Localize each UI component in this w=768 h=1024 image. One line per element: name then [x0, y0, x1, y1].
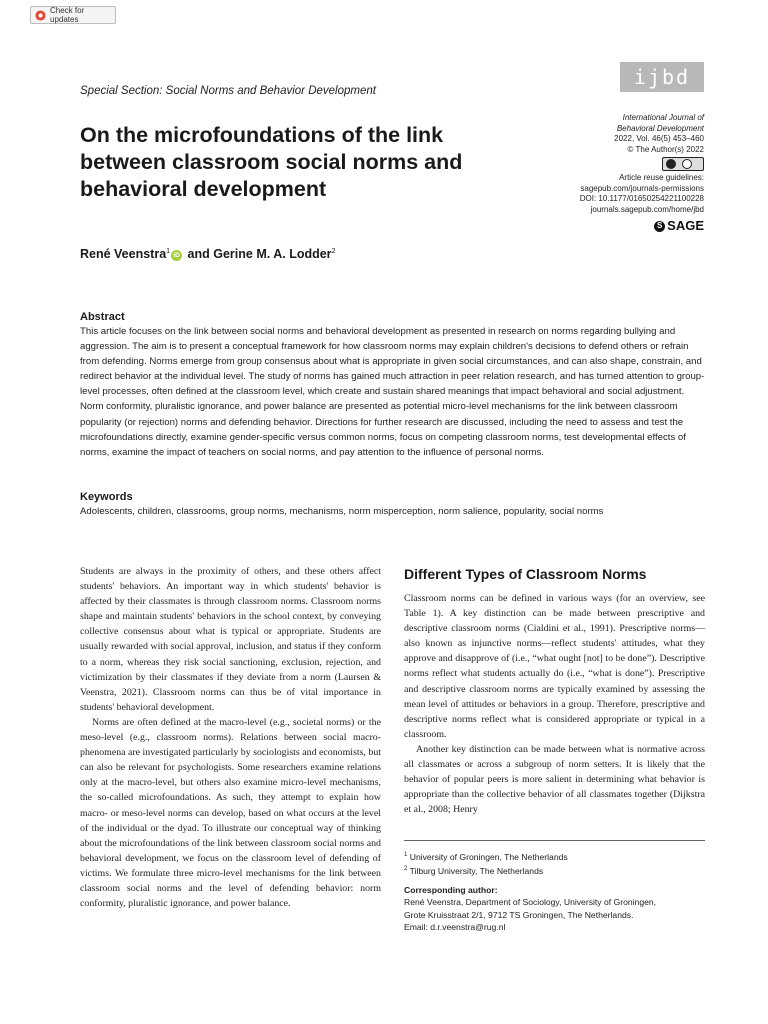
article-title: On the microfoundations of the link between classroom social norms and behavioral development	[80, 123, 463, 201]
author-1[interactable]: René Veenstra	[80, 247, 167, 261]
doi[interactable]: DOI: 10.1177/01650254221100228	[579, 194, 704, 203]
keywords-text: Adolescents, children, classrooms, group norms, mechanisms, norm misperception, norm salience, popularity, social norms	[80, 506, 604, 517]
footnotes	[404, 849, 705, 933]
abstract-text: This article focuses on the link between social norms and behavioral development as presented in research on norms regarding bullying and aggression. The aim is to present a conceptual framework for how classroom norms may explain children's decisions to defend others or refrain from defending. Norms emerge from group consensus about what is appropriate in given social circumstances, and can also shape, constrain, and redirect behavior at the individual level. The study of norms has gained much attraction in peer relation research, and has turned attention to group-level processes, often defined at the classroom level, which create and sustain shared meanings that impact behavioral and social adjustment. Norm conformity, pluralistic ignorance, and power balance are presented as potential micro-level mechanisms for the link between classroom popularity (or rejection) norms and defending behavior. Directions for further research are discussed, including the need to assess and test the microfoundations directly, examine gender-specific versus common norms, focus on competing classroom norms, test developmental effects of norms, examine the impact of teachers on social norms, and pay attention to the influence of personal norms.	[80, 326, 705, 458]
reuse-link[interactable]: sagepub.com/journals-permissions	[580, 183, 704, 193]
check-updates-label: Check for updates	[50, 6, 85, 24]
author-1-affiliation: 1	[166, 247, 171, 255]
check-for-updates-button[interactable]	[30, 6, 116, 24]
body-paragraph: Norms are often defined at the macro-level (e.g., societal norms) or the meso-level (e.g., classroom norms). Relations between social macro-phenomena are investigated particularly by sociologists and economists, but can also be relevant for psychologists. Some researchers examine relations only at the macro-level, but others also examine micro-level mechanisms, the so-called microfoundations. As such, they attempt to explain how macro- or meso-level norms can develop, based on what occurs at the level of the individual or the dyad. To illustrate our conceptual way of thinking about the microfoundations of the link between classroom social norms and behavioral development, we focus on the classroom level of defending of victims. We formulate three micro-level mechanisms for the link between classroom social norms and the level of defending behavior: norm conformity, pluralistic ignorance, and power balance.	[80, 716, 381, 910]
corresponding-author-heading: Corresponding author:	[404, 885, 498, 896]
abstract-heading: Abstract	[80, 311, 125, 323]
corresponding-author-address: Grote Kruisstraat 2/1, 9712 TS Groningen, The Netherlands.	[404, 909, 634, 920]
sage-icon: S	[654, 221, 665, 232]
author-line	[80, 247, 335, 261]
affiliation-1: $^1$ University of Groningen, The Netherlands	[404, 851, 568, 862]
reuse-label: Article reuse guidelines:	[619, 173, 704, 182]
body-left-column	[80, 564, 381, 911]
section-label: Special Section: Social Norms and Behavior Development	[80, 85, 376, 97]
journal-meta	[514, 113, 704, 232]
author-conjunction: and	[184, 247, 214, 261]
keywords-heading: Keywords	[80, 491, 133, 503]
body-paragraph: Classroom norms can be defined in various ways (for an overview, see Table 1). A key distinction can be made between prescriptive and descriptive classroom norms (Cialdini et al., 1991). Prescriptive norms—also known as injunctive norms—reflect students' attitudes, what they approve and disapprove of (i.e., “what ought [not] to be done”). Descriptive norms reflect what students actually do (i.e., “what is done”). Prescriptive and descriptive classroom norms are typically examined by assessing the mean level of attitudes or behaviors in a group. Therefore, prescriptive and descriptive norms reflect what is considered appropriate or typical in a classroom.	[404, 593, 705, 740]
journal-logo: ijbd	[620, 62, 704, 92]
section-heading: Different Types of Classroom Norms	[404, 566, 647, 582]
author-2[interactable]: Gerine M. A. Lodder	[213, 247, 332, 261]
publisher-logo	[654, 218, 704, 234]
body-paragraph: Students are always in the proximity of others, and these others affect students' behaviors. An important way in which students' behavior is affected by their classmates is through classroom norms. Classroom norms shape and maintain students' behaviors in the school context, by conveying collective consensus about what is typical or appropriate. Students are usually rewarded with social approval, inclusion, and status if they conform to a norm, whereas they risk social sanctioning, exclusion, rejection, and victimization by their classmates if they deviate from a norm (Laursen & Veenstra, 2021). Classroom norms can thus be of vital importance in students' behavioral development.	[80, 566, 381, 713]
orcid-icon[interactable]: iD	[171, 250, 182, 261]
journal-name-line1: International Journal of	[622, 113, 704, 122]
journal-link[interactable]: journals.sagepub.com/home/jbd	[590, 204, 704, 214]
corresponding-author-line: René Veenstra, Department of Sociology, University of Groningen,	[404, 897, 657, 908]
corresponding-author-email[interactable]: Email: d.r.veenstra@rug.nl	[404, 921, 506, 932]
creative-commons-icon	[662, 157, 704, 171]
footnote-divider	[404, 840, 705, 841]
affiliation-2: $^2$ Tilburg University, The Netherlands	[404, 865, 544, 876]
body-paragraph: Another key distinction can be made between what is normative across all classmates or across a subgroup of norm setters. It is likely that the behavior of popular peers is more salient in determining what behavior is appropriate than the collective behavior of all classmates together (Dijkstra et al., 2008; Henry	[404, 743, 705, 816]
copyright: © The Author(s) 2022	[627, 144, 704, 154]
publisher-name: SAGE	[667, 218, 704, 234]
volume-info: 2022, Vol. 46(5) 453–460	[614, 134, 704, 143]
journal-name-line2: Behavioral Development	[616, 123, 704, 133]
check-updates-icon	[35, 10, 46, 21]
body-right-column	[404, 591, 705, 817]
author-2-affiliation: 2	[331, 247, 336, 255]
